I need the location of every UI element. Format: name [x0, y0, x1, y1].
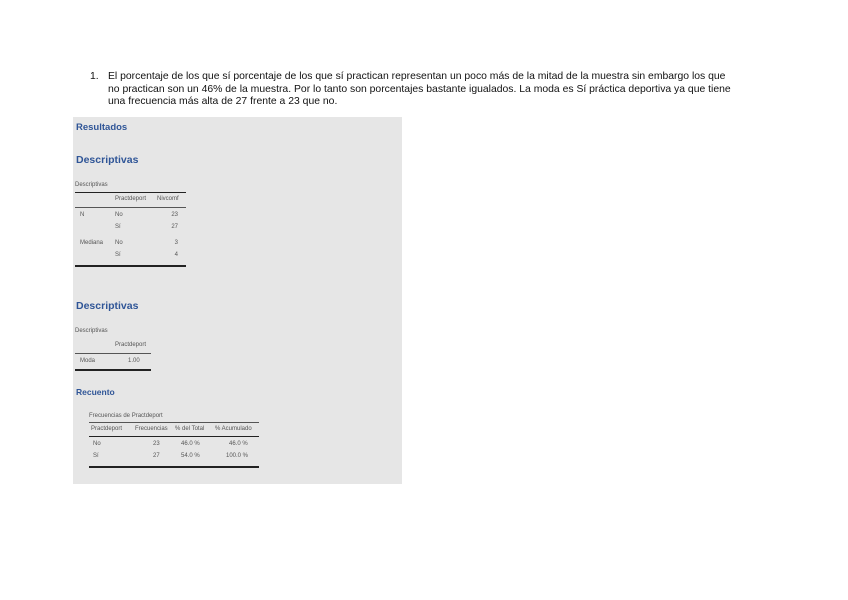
row-value: 27 — [171, 224, 178, 230]
analysis-output-image — [73, 117, 402, 484]
table-header-rule — [75, 353, 151, 354]
row-level-label: Sí — [115, 252, 121, 258]
table-header-rule — [89, 436, 259, 437]
paragraph-line: El porcentaje de los que sí porcentaje de los que sí practican representan un poco más de la mitad de la muestra sin embargo los que — [108, 71, 726, 82]
paragraph-line: una frecuencia más alta de 27 frente a 23 que no. — [108, 96, 338, 108]
row-level-label: No — [115, 240, 123, 246]
freq-cell: 27 — [153, 453, 160, 459]
list-number: 1. — [90, 71, 99, 82]
column-header: Practdeport — [115, 196, 147, 202]
table-top-rule — [89, 422, 259, 423]
freq-cell: 100.0 % — [226, 453, 249, 459]
freq-cell: No — [93, 441, 101, 447]
paragraph-text — [108, 71, 778, 109]
column-header: Frecuencias — [135, 426, 168, 432]
row-stat-label: Mediana — [80, 240, 104, 246]
row-value: 3 — [174, 240, 178, 246]
table-top-rule — [75, 192, 186, 193]
row-stat-label: N — [80, 212, 85, 218]
freq-cell: Sí — [93, 453, 99, 459]
table-bottom-rule — [75, 265, 186, 267]
results-heading: Resultados — [76, 122, 128, 133]
column-header: % Acumulado — [215, 426, 252, 432]
row-stat-label: Moda — [80, 358, 96, 364]
column-header: % del Total — [175, 426, 205, 432]
row-value: 4 — [174, 252, 178, 258]
freq-cell: 46.0 % — [181, 441, 200, 447]
table-caption: Descriptivas — [75, 328, 108, 334]
row-level-label: Sí — [115, 224, 121, 230]
freq-cell: 54.0 % — [181, 453, 200, 459]
table-bottom-rule — [75, 369, 151, 371]
table-bottom-rule — [89, 466, 259, 468]
freq-cell: 23 — [153, 441, 160, 447]
descriptives-heading: Descriptivas — [76, 300, 139, 312]
column-header: Nivcomf — [157, 196, 179, 202]
descriptives-heading: Descriptivas — [76, 154, 139, 166]
table-header-rule — [75, 207, 186, 208]
table-caption: Frecuencias de Practdeport — [89, 413, 163, 419]
row-value: 1.00 — [128, 358, 140, 364]
paragraph-line: no practican son un 46% de la muestra. Por lo tanto son porcentajes bastante igualados. La moda es Sí práctica deportiva ya que tiene — [108, 83, 731, 95]
column-header: Practdeport — [91, 426, 123, 432]
frequencies-heading: Recuento — [76, 387, 115, 397]
column-header: Practdeport — [115, 342, 147, 348]
row-level-label: No — [115, 212, 123, 218]
row-value: 23 — [171, 212, 178, 218]
table-caption: Descriptivas — [75, 182, 108, 188]
freq-cell: 46.0 % — [229, 441, 248, 447]
